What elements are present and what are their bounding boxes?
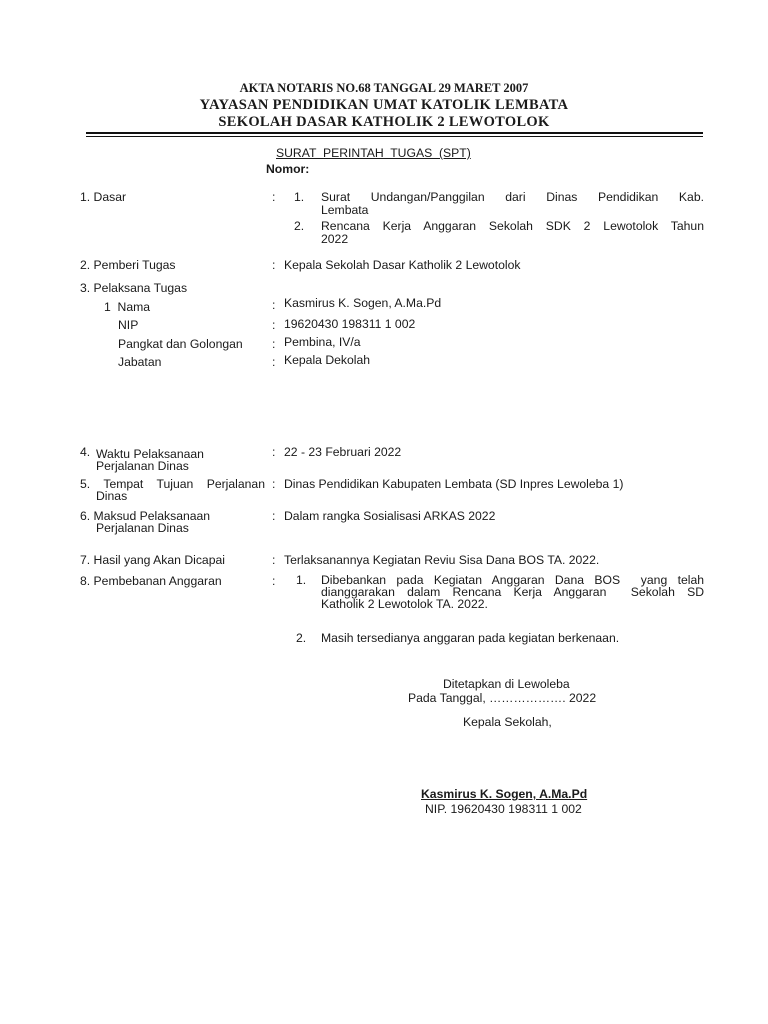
pembebanan-item-1-num: 1.: [296, 573, 307, 587]
waktu-value: 22 - 23 Februari 2022: [284, 445, 402, 459]
pelaksana-nama-value: Kasmirus K. Sogen, A.Ma.Pd: [284, 296, 442, 310]
pelaksana-nama-label: 1 Nama: [104, 300, 151, 314]
maksud-value: Dalam rangka Sosialisasi ARKAS 2022: [284, 509, 496, 523]
pembebanan-colon: :: [272, 574, 276, 588]
pemberi-value: Kepala Sekolah Dasar Katholik 2 Lewotolok: [284, 258, 521, 272]
waktu-label-line2: Perjalanan Dinas: [96, 459, 189, 473]
pembebanan-item-1-line1: Dibebankan pada Kegiatan Anggaran Dana BOS yang telah: [321, 573, 704, 587]
tempat-value: Dinas Pendidikan Kabupaten Lembata (SD Inpres Lewoleba 1): [284, 477, 624, 491]
pembebanan-label: 8. Pembebanan Anggaran: [80, 574, 222, 588]
pelaksana-label: 3. Pelaksana Tugas: [80, 281, 188, 295]
pelaksana-nama-colon: :: [272, 298, 276, 312]
maksud-label-line2: Perjalanan Dinas: [96, 521, 189, 535]
tempat-colon: :: [272, 477, 276, 491]
pada-tanggal: Pada Tanggal, ………………. 2022: [408, 691, 597, 705]
pelaksana-jabatan-colon: :: [272, 355, 276, 369]
dasar-item-1-line1: Surat Undangan/Panggilan dari Dinas Pendidikan Kab.: [321, 190, 704, 204]
pemberi-label: 2. Pemberi Tugas: [80, 258, 176, 272]
hasil-value: Terlaksanannya Kegiatan Reviu Sisa Dana BOS TA. 2022.: [284, 553, 600, 567]
dasar-item-1-num: 1.: [294, 190, 305, 204]
document-title: SURAT PERINTAH TUGAS (SPT): [276, 146, 471, 160]
hasil-label: 7. Hasil yang Akan Dicapai: [80, 553, 225, 567]
signatory-nip: NIP. 19620430 198311 1 002: [425, 802, 582, 816]
pelaksana-jabatan-label: Jabatan: [118, 355, 162, 369]
signatory-name: Kasmirus K. Sogen, A.Ma.Pd: [421, 787, 588, 801]
pelaksana-nip-value: 19620430 198311 1 002: [284, 317, 416, 331]
pelaksana-pangkat-colon: :: [272, 337, 276, 351]
akta-notaris-line: AKTA NOTARIS NO.68 TANGGAL 29 MARET 2007: [239, 81, 529, 95]
pembebanan-item-2-num: 2.: [296, 631, 307, 645]
pelaksana-pangkat-label: Pangkat dan Golongan: [118, 337, 243, 351]
pelaksana-pangkat-value: Pembina, IV/a: [284, 335, 361, 349]
pemberi-colon: :: [272, 258, 276, 272]
letterhead-divider-thin: [86, 136, 703, 137]
signatory-title: Kepala Sekolah,: [463, 715, 552, 729]
pelaksana-nip-colon: :: [272, 318, 276, 332]
pembebanan-item-1-line3: Katholik 2 Lewotolok TA. 2022.: [321, 597, 488, 611]
waktu-label-line1: Waktu Pelaksanaan: [96, 447, 204, 461]
tempat-label-line1: 5. Tempat Tujuan Perjalanan: [80, 477, 265, 491]
tempat-label-line2: Dinas: [96, 489, 128, 503]
ditetapkan-di: Ditetapkan di Lewoleba: [443, 677, 570, 691]
pelaksana-jabatan-value: Kepala Dekolah: [284, 353, 371, 367]
maksud-colon: :: [272, 509, 276, 523]
dasar-item-2-line2: 2022: [321, 232, 349, 246]
dasar-label: 1. Dasar: [80, 190, 127, 204]
pembebanan-item-1-line2: dianggarakan dalam Rencana Kerja Anggaran Sekolah SD: [321, 585, 704, 599]
pembebanan-item-2-line1: Masih tersedianya anggaran pada kegiatan berkenaan.: [321, 631, 620, 645]
letterhead-divider-thick: [86, 132, 703, 134]
pelaksana-nip-label: NIP: [118, 318, 139, 332]
school-name: SEKOLAH DASAR KATHOLIK 2 LEWOTOLOK: [218, 114, 550, 130]
dasar-item-2-line1: Rencana Kerja Anggaran Sekolah SDK 2 Lewotolok Tahun: [321, 219, 704, 233]
dasar-colon: :: [272, 190, 276, 204]
yayasan-name: YAYASAN PENDIDIKAN UMAT KATOLIK LEMBATA: [199, 97, 569, 113]
nomor-label: Nomor:: [266, 162, 310, 176]
maksud-label-line1: 6. Maksud Pelaksanaan: [80, 509, 211, 523]
waktu-num: 4.: [80, 445, 91, 459]
dasar-item-2-num: 2.: [294, 219, 305, 233]
hasil-colon: :: [272, 553, 276, 567]
dasar-item-1-line2: Lembata: [321, 203, 369, 217]
waktu-colon: :: [272, 445, 276, 459]
